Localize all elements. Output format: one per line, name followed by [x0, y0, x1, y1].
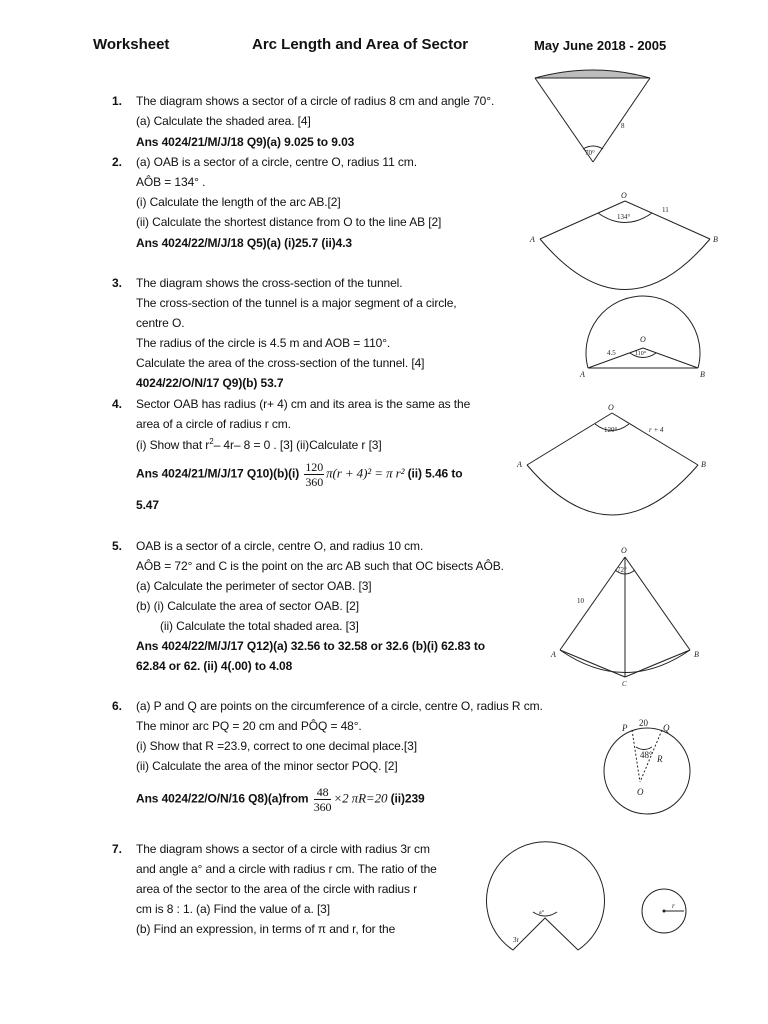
answer-line: Ans 4024/21/M/J/18 Q9)(a) 9.025 to 9.03 [136, 135, 355, 149]
question-line: cm is 8 : 1. (a) Find the value of a. [3] [136, 902, 330, 916]
label-a: A [551, 650, 556, 659]
question-line: (ii) Calculate the area of the minor sector POQ. [2] [136, 759, 398, 773]
question-number: 3. [112, 276, 123, 290]
question-line: (ii) Calculate the shortest distance from O to the line AB [2] [136, 215, 442, 229]
question-line: (ii) Calculate the total shaded area. [3] [160, 619, 359, 633]
question-line: area of a circle of radius r cm. [136, 417, 291, 431]
answer-prefix: Ans 4024/21/M/J/17 Q10)(b)(i) [136, 466, 300, 481]
radius-ob [643, 348, 698, 368]
fraction-numerator: 48 [314, 785, 332, 800]
answer-line: Ans 4024/22/M/J/17 Q12)(a) 32.56 to 32.58 or 32.6 (b)(i) 62.83 to [136, 639, 485, 653]
question-line: area of the sector to the area of the circle with radius r [136, 882, 418, 896]
circle [604, 728, 690, 814]
question-line: and angle a° and a circle with radius r cm. The ratio of the [136, 862, 437, 876]
question-line: The diagram shows the cross-section of the tunnel. [136, 276, 403, 290]
question-number: 6. [112, 699, 123, 713]
question-line: OAB is a sector of a circle, centre O, and radius 10 cm. [136, 539, 424, 553]
arc-label: 20 [639, 718, 648, 728]
figure-q3-tunnel [579, 296, 705, 379]
radius-op [632, 730, 640, 782]
radius-line [593, 78, 650, 162]
radius-label: r + 4 [649, 426, 664, 434]
question-line: The diagram shows a sector of a circle of radius 8 cm and angle 70°. [136, 94, 495, 108]
figure-q6-circle [604, 718, 690, 814]
figure-q5-sector [550, 546, 699, 688]
question-line: (b) (i) Calculate the area of sector OAB. [2] [136, 599, 359, 613]
question-line: (b) Find an expression, in terms of π and r, for the [136, 922, 396, 936]
arc-ab [527, 465, 698, 515]
question-line: The minor arc PQ = 20 cm and PÔQ = 48°. [136, 719, 362, 733]
question-number: 2. [112, 155, 123, 169]
formula-expression: ×2 πR=20 [333, 790, 388, 806]
angle-label: 110° [635, 351, 647, 357]
radius-label: R [657, 754, 663, 764]
question-line: (a) P and Q are points on the circumference of a circle, centre O, radius R cm. [136, 699, 543, 713]
question-line: (i) Show that R =23.9, correct to one decimal place.[3] [136, 739, 417, 753]
radius-oa [560, 557, 625, 650]
answer-line: 4024/22/O/N/17 Q9)(b) 53.7 [136, 376, 284, 390]
angle-label: 72° [617, 566, 627, 574]
angle-label: 120° [604, 426, 618, 434]
answer-line: 62.84 or 62. (ii) 4(.00) to 4.08 [136, 659, 293, 673]
label-o: O [608, 403, 614, 412]
label-p: P [622, 723, 628, 733]
label-o: O [637, 787, 644, 797]
worksheet-label: Worksheet [93, 36, 170, 53]
label-b: B [701, 460, 706, 469]
small-centre [663, 910, 665, 912]
question-line: centre O. [136, 316, 185, 330]
question-line: Sector OAB has radius (r+ 4) cm and its area is the same as the [136, 397, 471, 411]
label-b: B [713, 235, 718, 244]
fraction-denominator: 360 [305, 475, 324, 489]
radius-label: 11 [662, 206, 669, 214]
label-c: C [622, 680, 627, 688]
label-a: A [580, 370, 585, 379]
show-part-rest: – 4r– 8 = 0 . [3] (ii)Calculate r [3] [213, 438, 382, 452]
label-a: A [530, 235, 535, 244]
question-line: The cross-section of the tunnel is a major segment of a circle, [136, 296, 457, 310]
question-line: AÔB = 72° and C is the point on the arc AB such that OC bisects AÔB. [136, 559, 504, 573]
question-line: (a) Calculate the perimeter of sector OAB. [3] [136, 579, 372, 593]
small-radius-label: r [672, 902, 675, 910]
radius-label: 3r [513, 936, 519, 944]
label-b: B [700, 370, 705, 379]
question-line: The radius of the circle is 4.5 m and AOB = 110°. [136, 336, 391, 350]
fraction-numerator: 120 [305, 460, 324, 474]
answer-suffix: (ii) 5.46 to [407, 466, 463, 481]
exponent: 2 [209, 437, 214, 446]
label-a: A [517, 460, 522, 469]
session-range: May June 2018 - 2005 [534, 38, 667, 53]
chord-ac [560, 650, 625, 677]
radius-oa [527, 413, 612, 465]
label-b: B [694, 650, 699, 659]
show-part: (i) Show that r [136, 438, 210, 452]
question-line: The diagram shows a sector of a circle with radius 3r cm [136, 842, 430, 856]
chord-cb [625, 650, 690, 677]
question-line: (a) OAB is a sector of a circle, centre O, radius 11 cm. [136, 155, 417, 169]
angle-label: 70° [585, 149, 595, 157]
fraction-denominator: 360 [313, 800, 332, 814]
radius-ob [625, 557, 690, 650]
angle-arc [533, 912, 557, 916]
question-line: (a) Calculate the shaded area. [4] [136, 114, 311, 128]
question-line: AÔB = 134° . [136, 175, 206, 189]
angle-label: 48° [640, 750, 653, 760]
label-o: O [640, 335, 646, 344]
label-o: O [621, 546, 627, 555]
formula-expression: π(r + 4)² = π r² [326, 465, 405, 481]
label-o: O [621, 191, 627, 200]
arc-ab [540, 239, 710, 290]
question-line: (i) Calculate the length of the arc AB.[2] [136, 195, 341, 209]
page-title: Arc Length and Area of Sector [252, 36, 469, 53]
figure-q7 [487, 842, 687, 950]
answer-suffix: (ii)239 [390, 791, 425, 806]
angle-label: 134° [617, 213, 631, 221]
figure-q1-sector [535, 70, 650, 162]
radius-ob [612, 413, 698, 465]
shaded-segment [535, 70, 650, 78]
answer-prefix: Ans 4024/22/O/N/16 Q8)(a)from [136, 791, 309, 806]
angle-label: a° [539, 910, 545, 916]
radius-label: 4.5 [607, 349, 616, 357]
label-q: Q [663, 723, 670, 733]
figure-q4-sector [516, 403, 706, 515]
answer-line: 5.47 [136, 498, 159, 512]
question-number: 1. [112, 94, 123, 108]
question-number: 4. [112, 397, 123, 411]
question-line: Calculate the area of the cross-section of the tunnel. [4] [136, 356, 425, 370]
sector-3r [487, 842, 605, 950]
figure-q2-sector [529, 191, 718, 290]
question-number: 7. [112, 842, 123, 856]
radius-label: 8 [621, 122, 625, 130]
question-number: 5. [112, 539, 123, 553]
answer-line: Ans 4024/22/M/J/18 Q5)(a) (i)25.7 (ii)4.3 [136, 236, 352, 250]
radius-label: 10 [577, 597, 584, 605]
